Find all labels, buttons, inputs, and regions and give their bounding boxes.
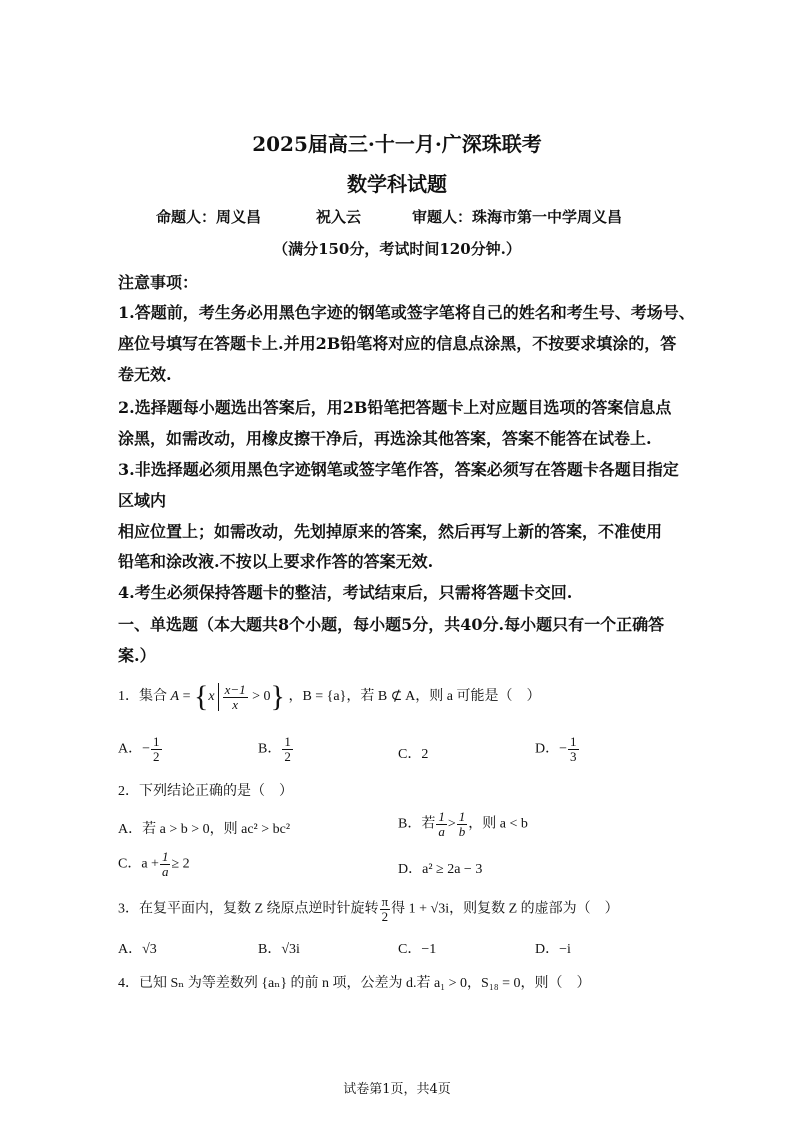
q1-gt: > 0 — [252, 689, 271, 705]
frac-num: 1 — [570, 734, 577, 749]
q1-option-a — [118, 735, 163, 764]
q2-option-c — [118, 850, 190, 879]
q1-fraction — [223, 683, 248, 712]
option-fraction — [436, 810, 447, 839]
reviewer-label: 审题人：珠海市第一中学周义昌 — [412, 208, 623, 226]
frac-den: 2 — [381, 909, 389, 924]
question-3 — [118, 895, 619, 924]
q1-set-a: A — [170, 689, 180, 705]
notice-line: 2.选择题每小题选出答案后，用2B铅笔把答题卡上对应题目选项的答案信息点 — [118, 398, 672, 417]
option-suffix: ≥ 2 — [171, 856, 190, 872]
q1-frac-num: x−1 — [224, 681, 246, 697]
frac-num: 1 — [284, 734, 291, 749]
q2-option-b: B．若 $\frac{1}{a}$ > $\frac{1}{b}$ ，则 a < b — [398, 809, 528, 839]
author-label: 命题人：周义昌 — [156, 208, 262, 226]
exam-subtitle: 数学科试题 — [347, 172, 447, 196]
option-sign: − — [142, 741, 151, 757]
q3-option-c: C．−1 — [398, 942, 437, 957]
frac-num: 1 — [161, 849, 169, 864]
notice-line: 卷无效. — [118, 365, 172, 384]
option-text: 2 — [421, 747, 429, 762]
q3-suffix: 得 1 + √3i，则复数 Z 的虚部为（ ） — [391, 901, 619, 917]
q3-option-d: D．−i — [535, 942, 571, 957]
frac-num: 1 — [458, 809, 466, 824]
question-1: 1．集合 A = {x $\frac{x-1}{x}$ > 0} ，B = {a}，若 B ⊄ A，则 a 可能是（ ） — [118, 680, 541, 713]
q1-var-x: x — [208, 689, 215, 705]
option-label: D． — [535, 741, 560, 757]
notice-line: 区域内 — [118, 491, 167, 510]
notice-heading: 注意事项： — [118, 273, 199, 292]
option-prefix: B．若 — [398, 816, 436, 832]
frac-den: 3 — [570, 749, 577, 764]
q2-option-a: A．若 a > b > 0，则 ac² > bc² — [118, 822, 291, 837]
q1-set-b: ，B = {a}，若 B ⊄ A，则 a 可能是（ ） — [288, 689, 541, 705]
exam-title: 2025届高三·十一月·广深珠联考 — [252, 132, 542, 156]
right-brace: } — [270, 680, 285, 713]
q1-option-b — [258, 735, 294, 764]
option-sign: − — [559, 741, 568, 757]
option-fraction — [568, 735, 579, 764]
frac-num: 1 — [438, 809, 445, 824]
frac-num: 1 — [153, 734, 160, 749]
option-prefix: C．a + — [118, 856, 159, 872]
q3-fraction — [380, 895, 391, 924]
option-label: B． — [258, 741, 282, 757]
q2-option-d: D．a² ≥ 2a − 3 — [398, 862, 483, 877]
notice-line: 1.答题前，考生务必用黑色字迹的钢笔或签字笔将自己的姓名和考生号、考场号、 — [118, 303, 695, 322]
option-label: C． — [398, 747, 422, 762]
frac-den: b — [458, 824, 466, 839]
left-brace: { — [193, 680, 209, 713]
q3-option-b: B．√3i — [258, 942, 300, 957]
q3-prefix: 3．在复平面内，复数 Z 绕原点逆时针旋转 — [118, 901, 379, 917]
option-fraction — [457, 810, 468, 839]
frac-num: π — [381, 894, 389, 909]
frac-den: 2 — [153, 749, 160, 764]
q3-option-a: A．√3 — [118, 942, 157, 957]
notice-line: 4.考生必须保持答题卡的整洁，考试结束后，只需将答题卡交回. — [118, 583, 573, 602]
frac-den: 2 — [284, 749, 291, 764]
q1-option-d — [535, 735, 580, 764]
option-fraction — [282, 735, 293, 764]
question-2: 2．下列结论正确的是（ ） — [118, 784, 293, 799]
option-suffix: ，则 a < b — [468, 816, 528, 832]
q1-prefix: 1．集合 — [118, 689, 167, 705]
author2-label: 祝入云 — [316, 208, 362, 226]
q1-option-c — [398, 743, 428, 763]
question-4: 4．已知 Sₙ 为等差数列 {aₙ} 的前 n 项，公差为 d.若 a₁ > 0，S₁₈ = 0，则（ ） — [118, 976, 591, 991]
q1-frac-den: x — [232, 696, 238, 712]
frac-den: a — [161, 864, 169, 879]
section-heading-cont: 案.） — [118, 646, 156, 665]
set-bar — [218, 683, 219, 711]
notice-line: 座位号填写在答题卡上.并用2B铅笔将对应的信息点涂黑，不按要求填涂的，答 — [118, 334, 677, 353]
exam-info: （满分150分，考试时间120分钟.） — [273, 240, 521, 258]
frac-den: a — [438, 824, 445, 839]
notice-line: 铅笔和涂改液.不按以上要求作答的答案无效. — [118, 552, 434, 571]
notice-line: 涂黑，如需改动，用橡皮擦干净后，再选涂其他答案，答案不能答在试卷上. — [118, 429, 652, 448]
option-fraction — [151, 735, 162, 764]
option-label: A． — [118, 741, 143, 757]
notice-line: 3.非选择题必须用黑色字迹钢笔或签字笔作答，答案必须写在答题卡各题目指定 — [118, 460, 679, 479]
page-footer: 试卷第1页，共4页 — [343, 1082, 451, 1097]
option-fraction — [160, 850, 171, 879]
notice-line: 相应位置上；如需改动，先划掉原来的答案，然后再写上新的答案，不准使用 — [118, 522, 663, 541]
section-heading: 一、单选题（本大题共8个小题，每小题5分，共40分.每小题只有一个正确答 — [118, 615, 665, 634]
